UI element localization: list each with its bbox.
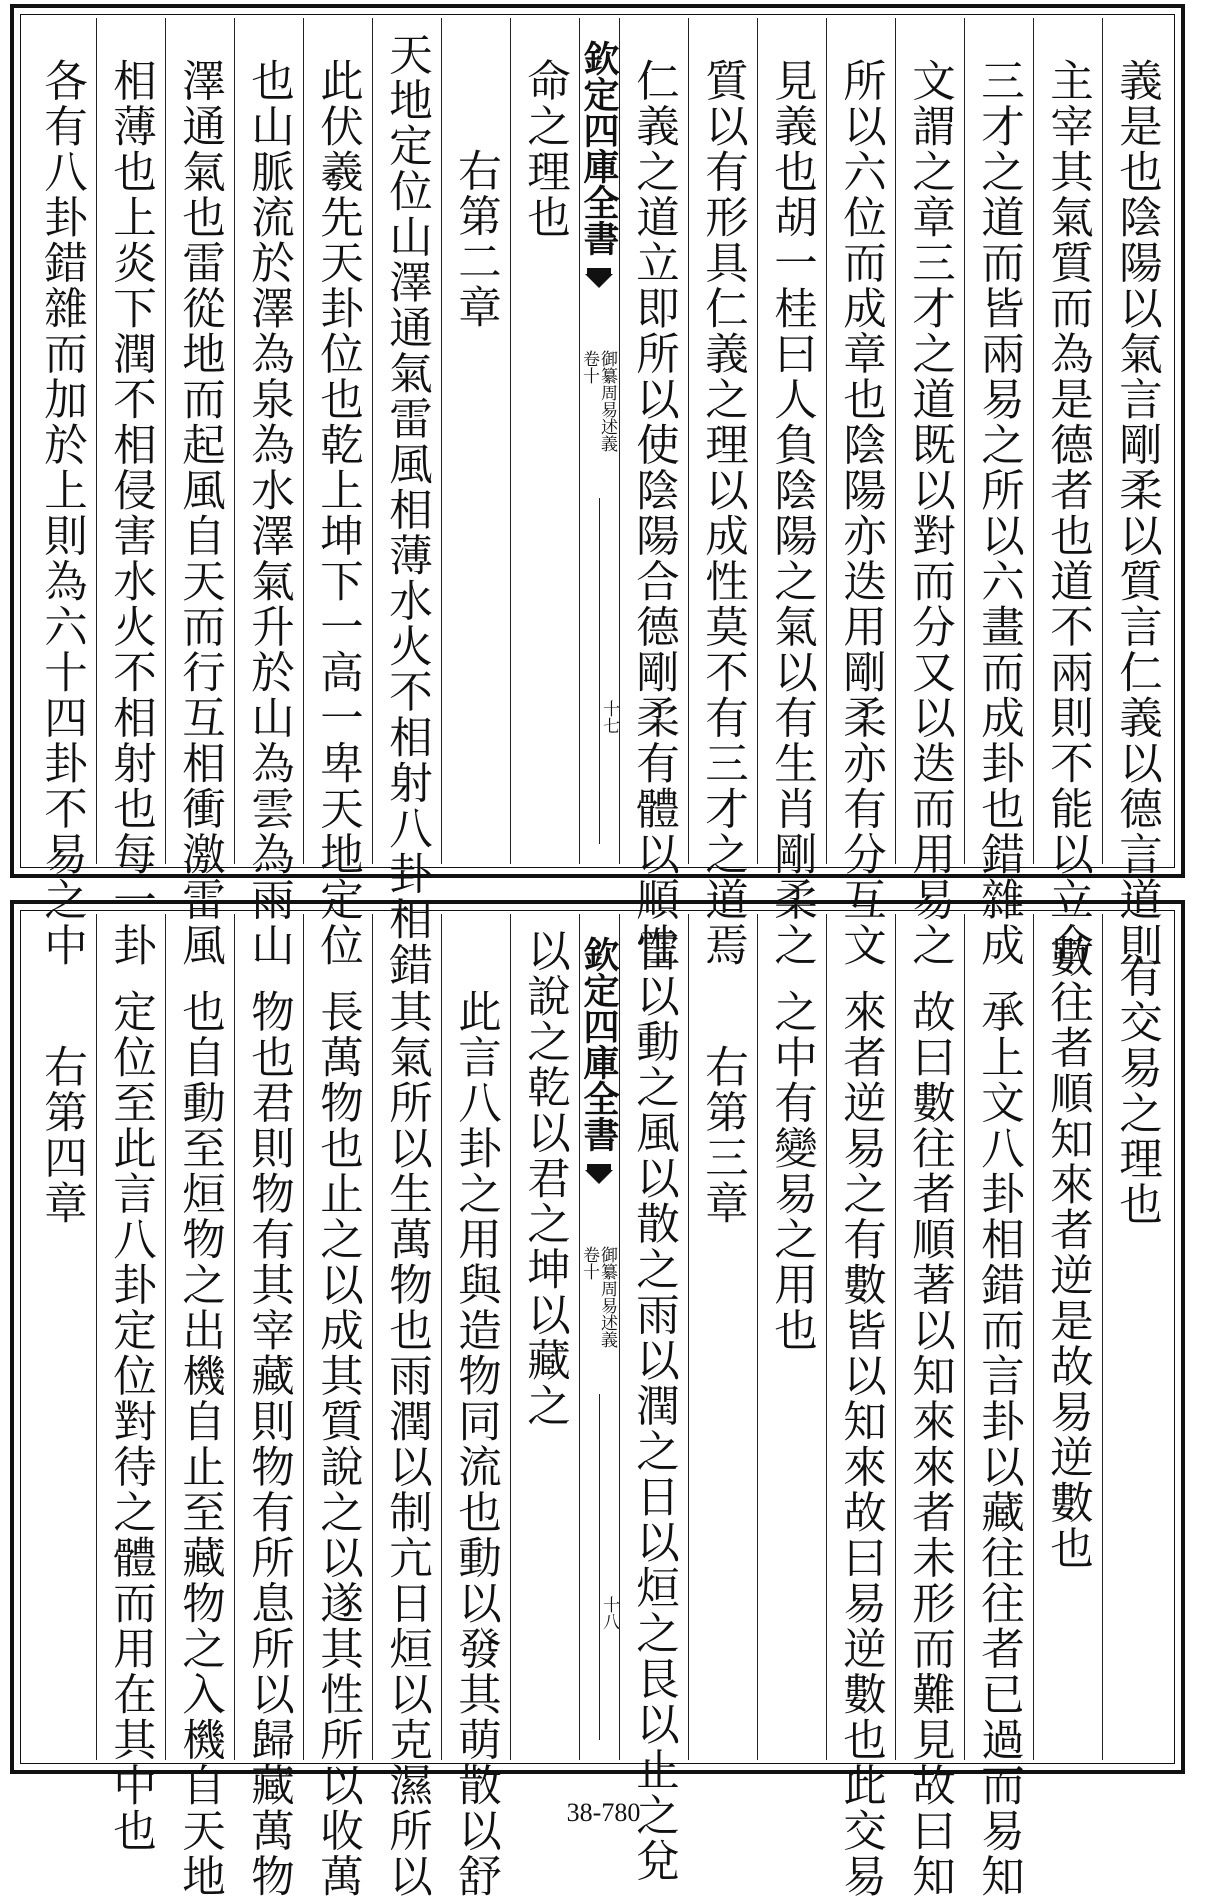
center-gutter <box>579 914 619 1760</box>
column-text: 其氣所以生萬物也雨潤以制亢日烜以克濕所以 <box>382 989 432 1899</box>
text-column <box>27 914 96 1760</box>
column-text: 質以有形具仁義之理以成性莫不有三才之道焉 <box>698 58 748 968</box>
column-text: 所以六位而成章也陰陽亦迭用剛柔亦有分互文 <box>836 58 886 968</box>
chapter-heading: 右第二章 <box>451 148 501 330</box>
footer-page-label: 38-780 <box>566 1798 641 1827</box>
text-column <box>234 18 303 968</box>
column-text: 物也君則物有其宰藏則物有所息所以歸藏萬物 <box>244 989 294 1899</box>
column-text: 也山脈流於澤為泉為水澤氣升於山為雲為雨山 <box>244 58 294 968</box>
column-text: 仁義之道立即所以使陰陽合德剛柔有體以順性 <box>629 58 679 968</box>
volume-label: 卷十 <box>579 350 599 384</box>
column-text: 見義也胡一桂曰人負陰陽之氣以有生肖剛柔之 <box>767 58 817 968</box>
text-column <box>895 914 964 1899</box>
text-column <box>826 18 895 968</box>
text-columns <box>24 18 1171 988</box>
gutter-line <box>599 498 600 844</box>
column-text: 此言八卦之用與造物同流也動以發其萌散以舒 <box>451 989 501 1899</box>
column-text: 也自動至烜物之出機自止至藏物之入機自天地 <box>175 989 225 1899</box>
column-text: 天地定位山澤通氣雷風相薄水火不相射八卦相錯 <box>382 32 432 988</box>
text-column <box>826 914 895 1899</box>
work-subtitle <box>579 350 619 480</box>
chapter-heading: 右第四章 <box>37 1044 87 1226</box>
text-column <box>1102 914 1171 1760</box>
text-column <box>1102 18 1171 968</box>
text-column <box>165 914 234 1899</box>
text-column <box>895 18 964 968</box>
text-column <box>96 18 165 968</box>
text-column <box>1033 914 1102 1760</box>
text-column <box>96 914 165 1854</box>
column-text: 澤通氣也雷從地而起風自天而行互相衝激雷風 <box>175 58 225 968</box>
text-column <box>757 18 826 968</box>
text-column <box>688 18 757 968</box>
work-subtitle <box>579 1246 619 1376</box>
book-title: 欽定四庫全書 <box>578 936 620 1152</box>
text-column <box>619 914 688 1884</box>
text-column <box>27 18 96 968</box>
text-column <box>234 914 303 1899</box>
volume-label: 卷十 <box>579 1246 599 1280</box>
column-text: 相薄也上炎下潤不相侵害水火不相射也每一卦 <box>106 58 156 968</box>
column-text: 承上文八卦相錯而言卦以藏往往者已過而易知 <box>974 989 1024 1899</box>
center-gutter <box>579 18 619 864</box>
text-column <box>303 914 372 1899</box>
text-column <box>1033 18 1102 968</box>
column-text: 三才之道而皆兩易之所以六畫而成卦也錯雜成 <box>974 58 1024 968</box>
column-text: 各有八卦錯雜而加於上則為六十四卦不易之中 <box>37 58 87 968</box>
column-text: 以說之乾以君之坤以藏之 <box>520 928 570 1429</box>
text-column <box>165 18 234 968</box>
work-title: 御纂周易述義 <box>597 1246 617 1348</box>
gutter-line <box>599 1394 600 1740</box>
fishtail-ornament-upper <box>587 268 611 294</box>
text-column <box>964 18 1033 968</box>
text-column <box>757 914 826 1760</box>
text-column <box>303 18 372 968</box>
column-text: 有交易之理也 <box>1112 954 1162 1227</box>
text-column <box>441 914 510 1899</box>
column-text: 文謂之章三才之道既以對而分又以迭而用易之 <box>905 58 955 968</box>
column-text: 義是也陰陽以氣言剛柔以質言仁義以德言道則 <box>1112 58 1162 968</box>
text-column <box>372 914 441 1899</box>
column-text: 長萬物也止之以成其質說之以遂其性所以收萬 <box>313 989 363 1899</box>
column-text: 來者逆易之有數皆以知來故曰易逆數也此交易 <box>836 989 886 1899</box>
column-text: 數往者順知來者逆是故易逆數也 <box>1043 934 1093 1571</box>
column-text: 定位至此言八卦定位對待之體而用在其中也 <box>106 989 156 1854</box>
top-page-panel <box>10 4 1185 988</box>
book-title: 欽定四庫全書 <box>578 40 620 256</box>
column-text: 雷以動之風以散之雨以潤之日以烜之艮以止之兌 <box>629 928 679 1884</box>
fishtail-ornament-upper <box>587 1164 611 1190</box>
column-text: 主宰其氣質而為是德者也道不兩則不能以立合 <box>1043 58 1093 968</box>
text-column <box>619 18 688 968</box>
text-column <box>372 18 441 988</box>
page-number: 十八 <box>599 1596 619 1630</box>
page-number: 十七 <box>599 700 619 734</box>
column-text: 命之理也 <box>520 58 570 240</box>
text-column <box>964 914 1033 1899</box>
text-column <box>510 914 579 1760</box>
column-text: 故曰數往者順著以知來來者未形而難見故曰知 <box>905 989 955 1899</box>
column-text: 此伏羲先天卦位也乾上坤下一高一卑天地定位 <box>313 58 363 968</box>
column-text: 之中有變易之用也 <box>767 989 817 1353</box>
text-column <box>688 914 757 1760</box>
text-column <box>510 18 579 864</box>
chapter-heading: 右第三章 <box>698 1044 748 1226</box>
work-title: 御纂周易述義 <box>597 350 617 452</box>
text-column <box>441 18 510 864</box>
